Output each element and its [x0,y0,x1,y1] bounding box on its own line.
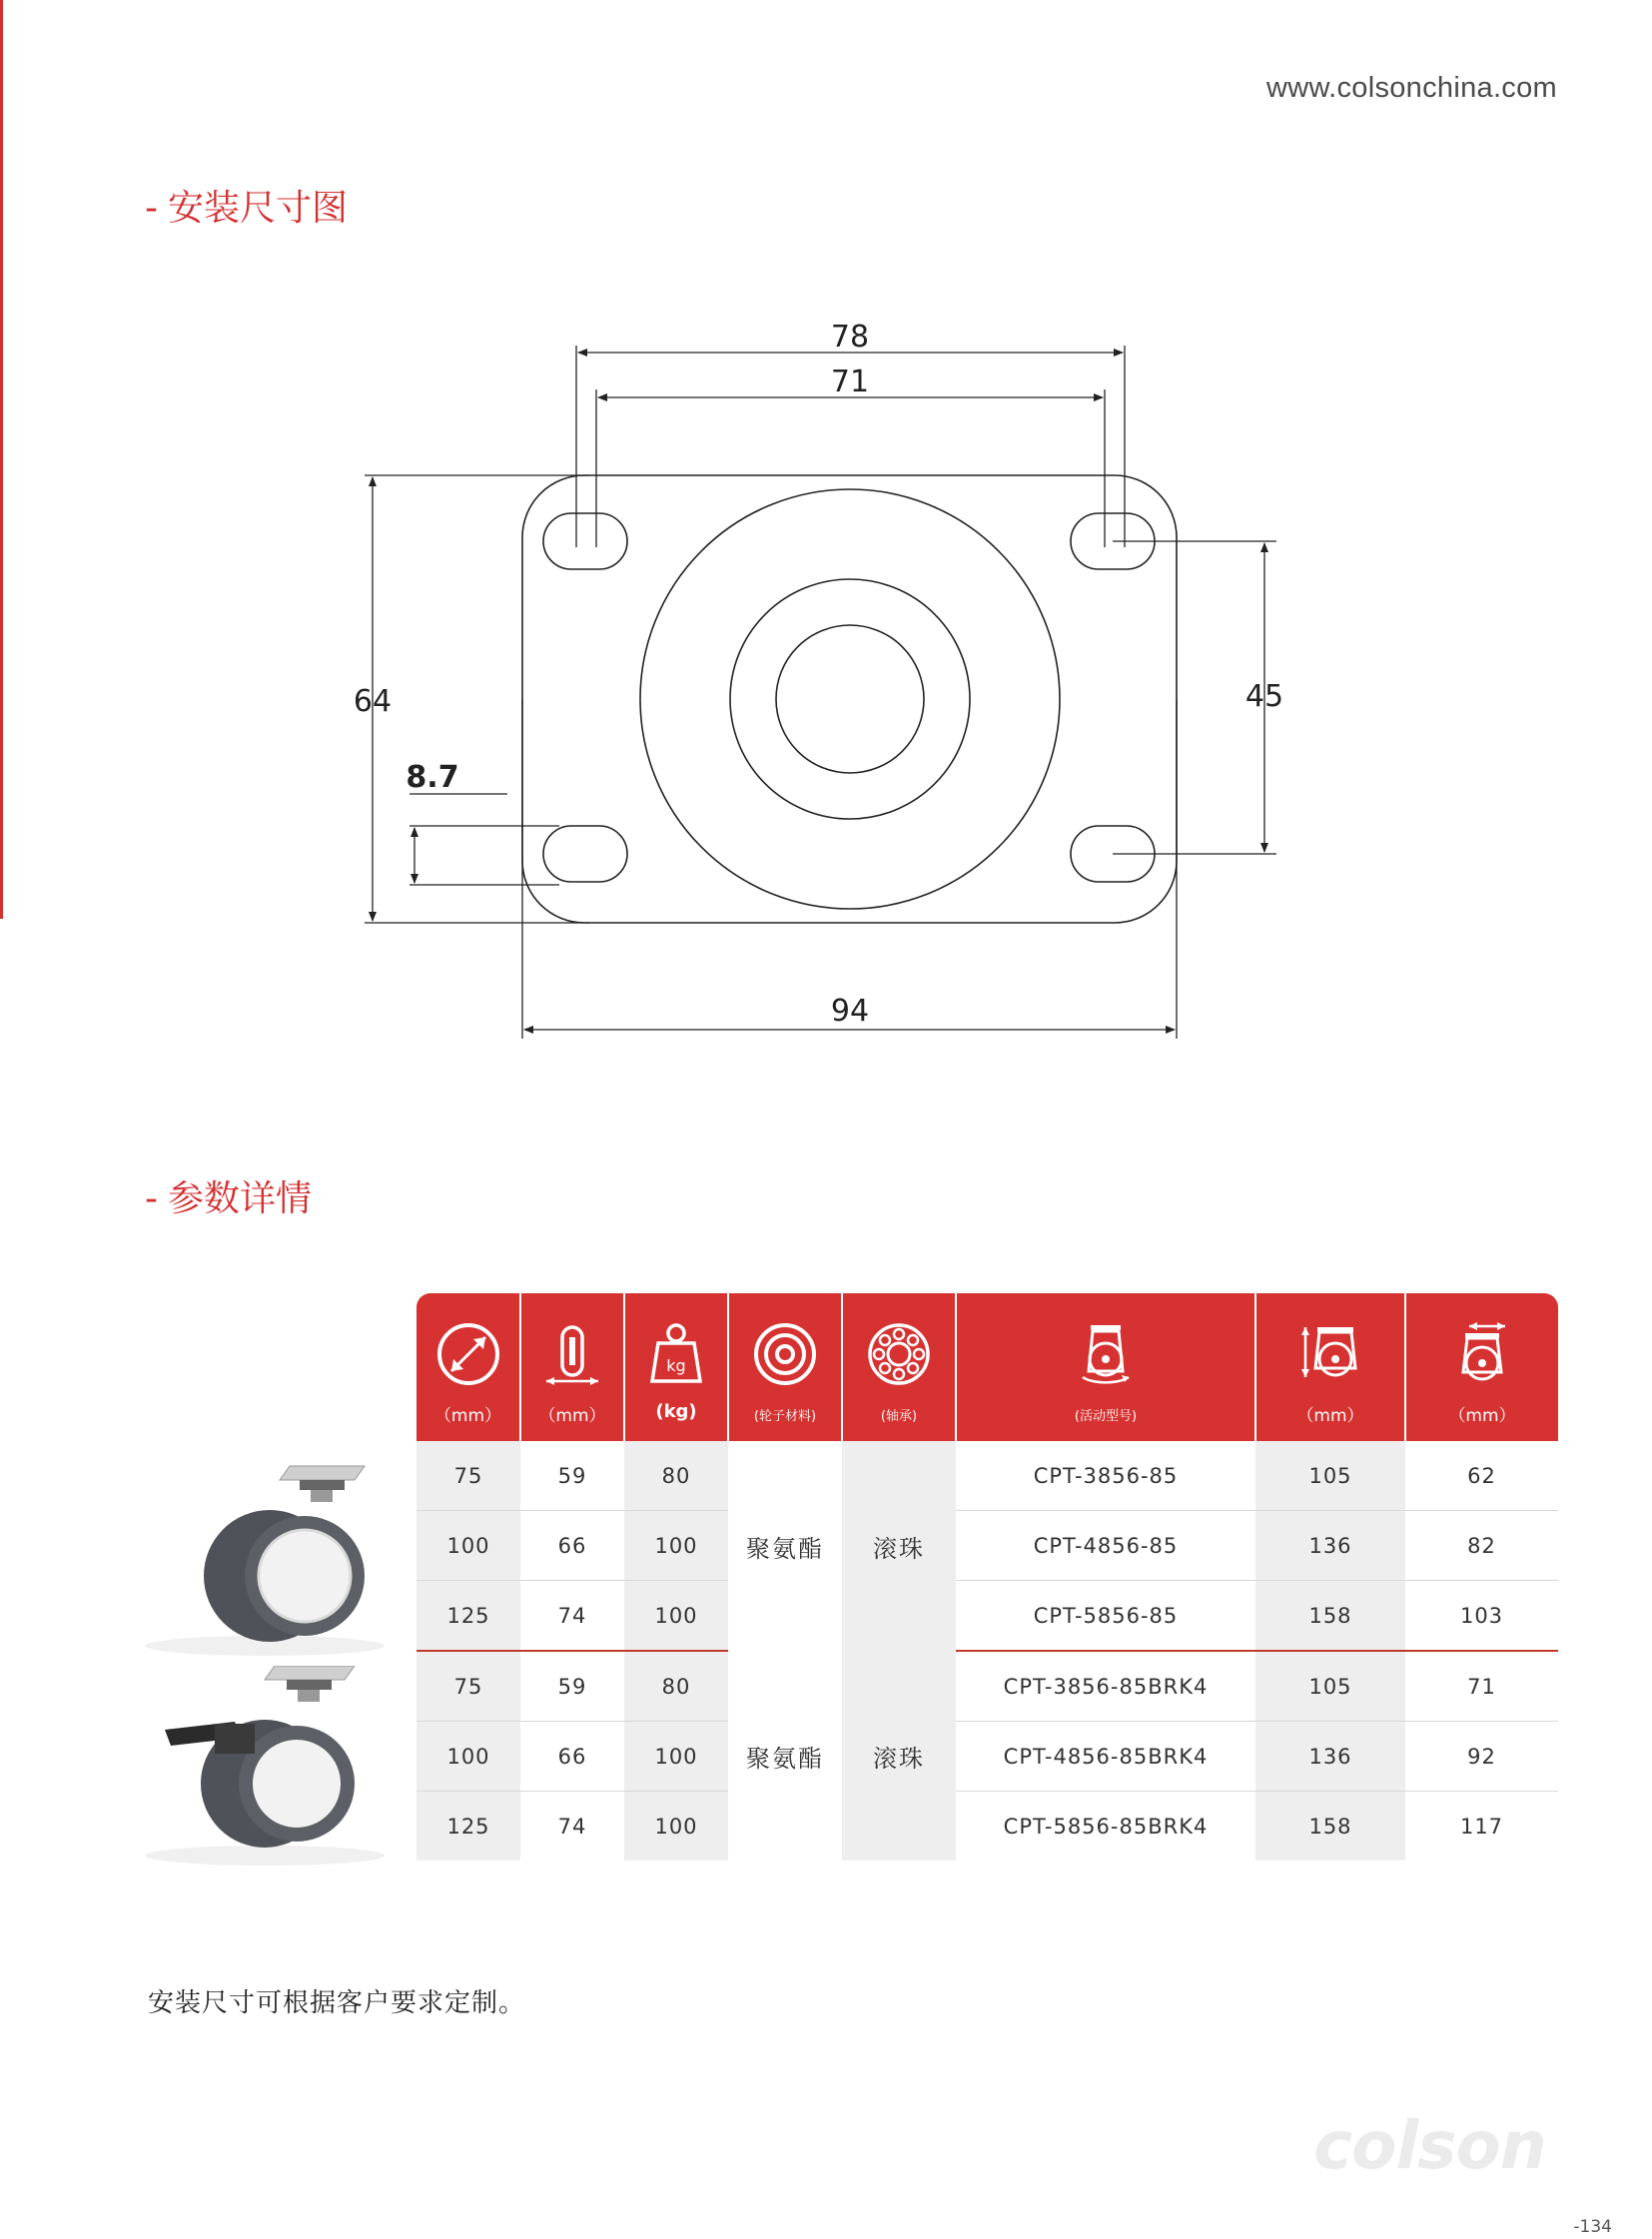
cell-bearing: 滚珠 [842,1441,956,1651]
header-swivel-model [956,1293,1255,1441]
cell-width: 74 [557,1814,587,1839]
bearing-icon [866,1321,932,1387]
header-unit-mm: （mm） [433,1406,502,1426]
cell-width: 59 [520,1651,624,1722]
cell-diameter: 100 [416,1722,520,1792]
swivel-outer-circle [640,489,1060,909]
title-dash: - [145,188,158,229]
colson-logo: colson [1313,2107,1546,2184]
bolt-slot-top-left [543,513,627,569]
cell-width: 59 [520,1441,624,1511]
cell-radius: 62 [1405,1441,1558,1511]
dim-78-label: 78 [830,320,870,355]
dim-71-label: 71 [830,365,870,399]
cell-diameter: 100 [416,1511,520,1581]
site-url[interactable]: www.colsonchina.com [1266,72,1557,104]
cell-height: 105 [1255,1441,1405,1511]
table-row [416,1581,1558,1652]
swivel-inner-circle [776,625,924,773]
cell-load: 80 [624,1441,728,1511]
overall-height-icon [1297,1321,1363,1387]
page-number: -134 [1573,2217,1612,2237]
dim-45-label: 45 [1244,679,1284,714]
cell-diameter: 125 [416,1581,520,1652]
cell-model: CPT-5856-85BRK4 [1003,1814,1209,1839]
header-label-bearing: (轴承) [880,1409,918,1424]
load-weight-icon [648,1321,704,1387]
cell-diameter: 75 [416,1651,520,1722]
caster-photo-with-brake [115,1666,385,1866]
cell-material: 聚氨酯 [746,1534,824,1563]
cell-load: 100 [624,1792,728,1862]
cell-width: 74 [520,1581,624,1652]
cell-model: CPT-5856-85 [956,1581,1255,1652]
cell-load: 100 [624,1511,728,1581]
spec-table-wrapper [416,1293,1558,1861]
cell-model: CPT-3856-85BRK4 [956,1651,1255,1722]
header-wheel-material [728,1293,842,1441]
header-unit-kg: (kg) [655,1401,697,1422]
mounting-section-title [145,180,348,231]
swivel-middle-circle [730,579,970,819]
cell-model: CPT-3856-85 [956,1441,1255,1511]
params-section-title [145,1170,312,1221]
header-swivel-radius [1405,1293,1558,1441]
bolt-slot-bottom-left [543,826,627,882]
table-header-row [416,1293,1558,1441]
mounting-plate-drawing [340,310,1338,1069]
cell-width: 66 [520,1511,624,1581]
cell-diameter: 125 [416,1792,520,1862]
table-row [416,1651,1558,1722]
left-accent-bar [0,0,3,919]
mounting-title-text: 安装尺寸图 [168,188,349,229]
header-unit-mm: （mm） [538,1406,606,1426]
spec-table [416,1293,1558,1861]
dim-94-label: 94 [830,994,870,1029]
cell-radius: 103 [1405,1581,1558,1652]
header-overall-height [1255,1293,1405,1441]
table-row [416,1792,1558,1862]
header-load [624,1293,728,1441]
cell-width: 66 [520,1722,624,1792]
dim-8-7-label: 8.7 [406,760,459,795]
swivel-radius-icon [1449,1321,1515,1387]
cell-height: 136 [1255,1511,1405,1581]
swivel-model-icon [1073,1321,1139,1387]
dim-64-label: 64 [353,684,393,719]
cell-model: CPT-4856-85 [956,1511,1255,1581]
cell-load: 80 [624,1651,728,1722]
cell-radius: 92 [1405,1722,1558,1792]
title-dash: - [145,1178,158,1219]
wheel-width-icon [542,1321,602,1387]
cell-material: 聚氨酯 [746,1744,824,1773]
cell-height: 136 [1255,1722,1405,1792]
cell-radius: 82 [1405,1511,1558,1581]
cell-diameter: 75 [416,1441,520,1511]
wheel-diameter-icon [435,1321,501,1387]
cell-load: 100 [624,1581,728,1652]
cell-height: 158 [1255,1581,1405,1652]
customization-note: 安装尺寸可根据客户要求定制。 [148,1988,526,2018]
caster-photo-standard [115,1458,385,1658]
header-bearing [842,1293,956,1441]
table-row [416,1511,1558,1581]
header-unit-mm: （mm） [1296,1406,1364,1426]
params-title-text: 参数详情 [168,1178,313,1219]
header-wheel-width [520,1293,624,1441]
cell-radius: 71 [1405,1651,1558,1722]
kg-label: kg [666,1356,686,1375]
cell-load: 100 [624,1722,728,1792]
cell-height: 158 [1255,1792,1405,1862]
header-label-swivel-model: (活动型号) [1074,1409,1138,1424]
table-row [416,1722,1558,1792]
cell-height: 105 [1255,1651,1405,1722]
wheel-material-icon [752,1321,818,1387]
header-unit-mm: （mm） [1448,1406,1516,1426]
cell-bearing: 滚珠 [842,1651,956,1861]
header-wheel-diameter [416,1293,520,1441]
header-label-material: (轮子材料) [753,1409,817,1424]
cell-radius: 117 [1459,1814,1504,1839]
table-row [416,1441,1558,1511]
mounting-plate-outline [522,475,1177,923]
cell-model: CPT-4856-85BRK4 [956,1722,1255,1792]
